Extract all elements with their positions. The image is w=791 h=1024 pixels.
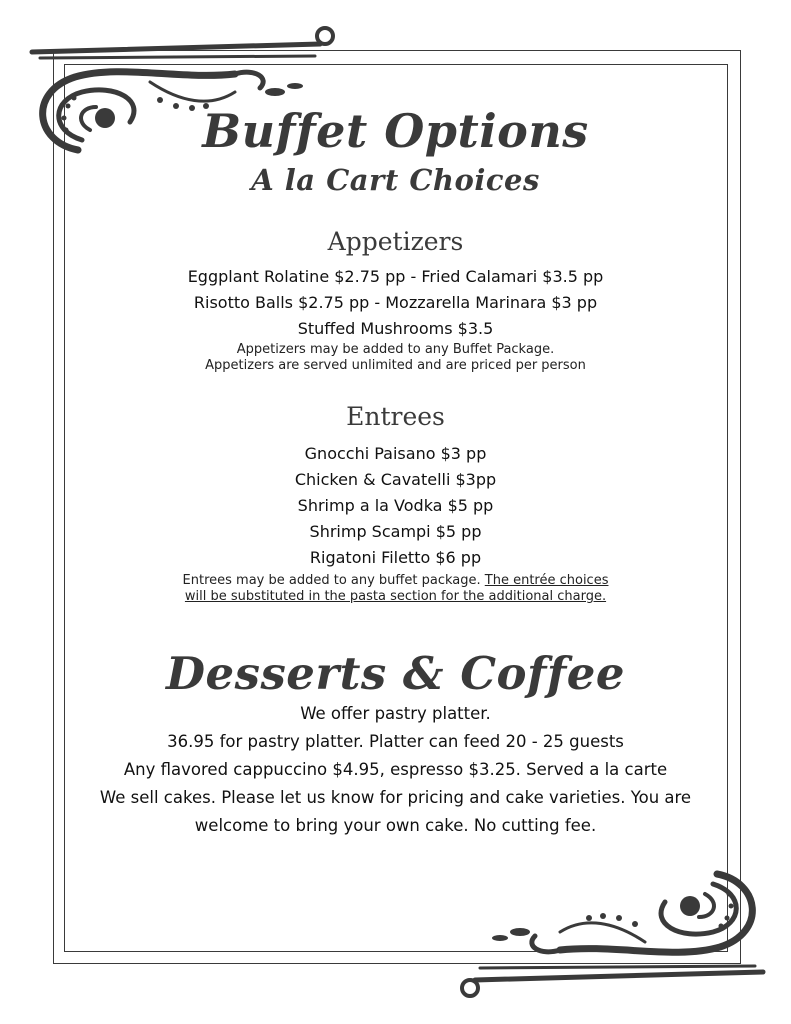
- list-item: We offer pastry platter.: [300, 704, 491, 723]
- list-item: Risotto Balls $2.75 pp - Mozzarella Marinara $3 pp: [193, 293, 598, 312]
- entrees-note-text: Entrees may be added to any buffet package.: [182, 573, 485, 588]
- list-item: We sell cakes. Please let us know for pricing and cake varieties. You are: [99, 788, 692, 807]
- entrees-note: [60, 573, 731, 589]
- entrees-heading: Entrees: [346, 402, 445, 431]
- scroll-ornament-icon: [455, 852, 775, 1002]
- list-item: 36.95 for pastry platter. Platter can feed 20 - 25 guests: [167, 732, 624, 751]
- page-title: Buffet Options: [202, 104, 589, 158]
- appetizers-heading: Appetizers: [327, 227, 464, 256]
- list-item: Shrimp Scampi $5 pp: [309, 522, 482, 541]
- appetizers-list: [60, 264, 731, 342]
- list-item: Gnocchi Paisano $3 pp: [304, 444, 487, 463]
- page-subtitle: A la Cart Choices: [251, 163, 540, 197]
- list-item: Rigatoni Filetto $6 pp: [309, 548, 482, 567]
- menu-content: [60, 100, 731, 840]
- entrees-list: [60, 441, 731, 571]
- list-item: Eggplant Rolatine $2.75 pp - Fried Calamari $3.5 pp: [187, 267, 604, 286]
- desserts-list: [60, 700, 731, 840]
- appetizers-note: Appetizers may be added to any Buffet Package.: [236, 342, 555, 357]
- list-item: Any flavored cappuccino $4.95, espresso $3.25. Served a la carte: [123, 760, 668, 779]
- entrees-note-underlined: The entrée choices: [484, 573, 609, 588]
- list-item: welcome to bring your own cake. No cutting fee.: [194, 816, 597, 835]
- appetizers-note: Appetizers are served unlimited and are priced per person: [205, 358, 586, 373]
- list-item: Shrimp a la Vodka $5 pp: [297, 496, 494, 515]
- list-item: Stuffed Mushrooms $3.5: [297, 319, 494, 338]
- entrees-note-underlined: will be substituted in the pasta section for the additional charge.: [184, 589, 607, 604]
- list-item: Chicken & Cavatelli $3pp: [294, 470, 497, 489]
- desserts-heading: Desserts & Coffee: [165, 647, 626, 700]
